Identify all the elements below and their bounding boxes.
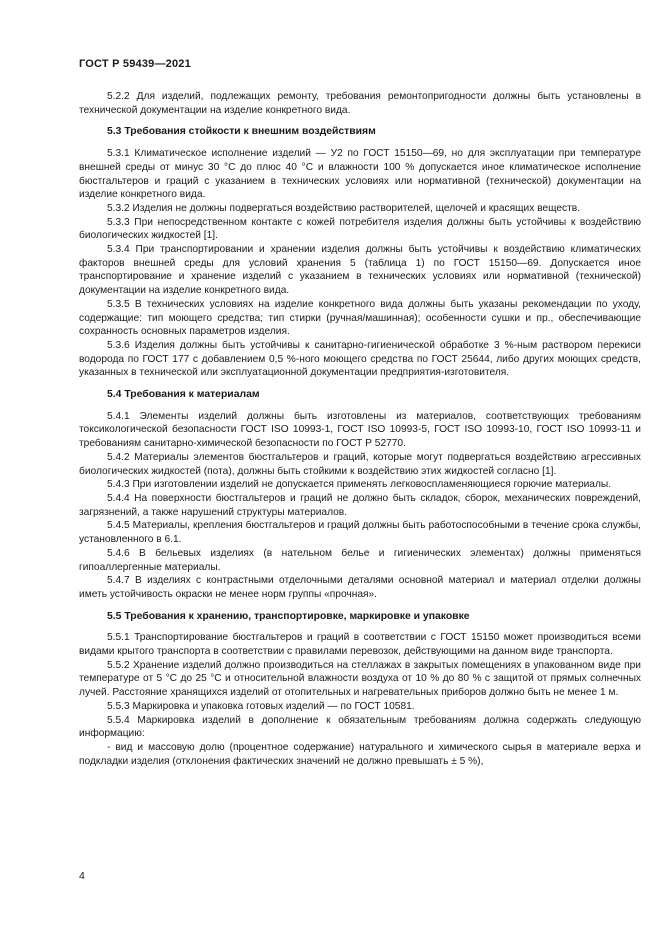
paragraph-5-3-3: 5.3.3 При непосредственном контакте с кожей потребителя изделия должны быть устойчивы к воздействию биологических жидкостей [1]. [79, 216, 641, 242]
paragraph-5-3-6: 5.3.6 Изделия должны быть устойчивы к санитарно-гигиенической обработке 3 %-ным раствором перекиси водорода по ГОСТ 177 с добавлением 0,5 %-ного моющего средства по ГОСТ 25644, либо других моющих средств, указанных в технической или эксплуатационной документации предприятия-изготовителя. [79, 339, 641, 379]
paragraph-5-4-2: 5.4.2 Материалы элементов бюстгальтеров и граций, которые могут подвергаться воздействию агрессивных биологических жидкостей (пота), должны быть стойкими к воздействию этих жидкостей согласно [1]. [79, 451, 641, 477]
paragraph-5-2-2: 5.2.2 Для изделий, подлежащих ремонту, требования ремонтопригодности должны быть установлены в технической документации на изделие конкретного вида. [79, 91, 641, 116]
paragraph-5-3-5: 5.3.5 В технических условиях на изделие конкретного вида должны быть указаны рекомендации по уходу, содержащие: тип моющего средства; тип стирки (ручная/машинная); особенности сушки и пр., обеспечивающие сохранность основных параметров изделия. [79, 298, 641, 338]
paragraph-5-3-1: 5.3.1 Климатическое исполнение изделий — У2 по ГОСТ 15150—69, но для эксплуатации при температуре внешней среды от минус 30 °С до плюс 40 °С и влажности 100 % допускается иное климатическое исполнение бюстгальтеров и граций с указанием в технических условиях или нормативной (технической) документации на изделие конкретного вида. [79, 148, 641, 201]
paragraph-5-3-4: 5.3.4 При транспортировании и хранении изделия должны быть устойчивы к воздействию климатических факторов внешней среды для условий хранения 5 (таблица 1) по ГОСТ 15150—69. Допускается иное транспортирование и хранение изделий с указанием в технических условиях или нормативной (технической) документации на изделие конкретного вида. [79, 244, 641, 297]
paragraph-5-4-1: 5.4.1 Элементы изделий должны быть изготовлены из материалов, соответствующих требованиям токсикологической безопасности ГОСТ ISO 10993-1, ГОСТ ISO 10993-5, ГОСТ ISO 10993-10, ГОСТ ISO 10993-11 и требованиям санитарно-химической безопасности по ГОСТ Р 52770. [79, 410, 641, 450]
heading-5-5: 5.5 Требования к хранению, транспортировке, маркировке и упаковке [107, 610, 470, 622]
paragraph-5-3-2: 5.3.2 Изделия не должны подвергаться воздействию растворителей, щелочей и красящих веществ. [107, 202, 581, 214]
paragraph-5-5-3: 5.5.3 Маркировка и упаковка готовых изделий — по ГОСТ 10581. [107, 700, 415, 712]
document-body [79, 90, 641, 768]
paragraph-5-4-5: 5.4.5 Материалы, крепления бюстгальтеров и граций должны быть работоспособными в течение срока службы, установленного в 6.1. [79, 520, 641, 546]
page-number: 4 [79, 870, 85, 882]
paragraph-5-5-2: 5.5.2 Хранение изделий должно производиться на стеллажах в закрытых помещениях в упакованном виде при температуре от 5 °С до 25 °С и относительной влажности воздуха от 10 % до 80 % с защитой от прямых солнечных лучей. Расстояние хранящихся изделий от отопительных и нагревательных приборов должно быть не менее 1 м. [79, 659, 641, 699]
list-item: - вид и массовую долю (процентное содержание) натурального и химического сырья в материале верха и подкладки изделия (отклонения фактических значений не должно превышать ± 5 %), [79, 741, 641, 767]
heading-5-3: 5.3 Требования стойкости к внешним воздействиям [107, 126, 376, 138]
paragraph-5-5-4: 5.5.4 Маркировка изделий в дополнение к обязательным требованиям должна содержать следующую информацию: [79, 714, 641, 740]
page-header: ГОСТ Р 59439—2021 [79, 58, 191, 70]
paragraph-5-4-4: 5.4.4 На поверхности бюстгальтеров и граций не должно быть складок, сборок, механических повреждений, загрязнений, а также нарушений структуры материалов. [79, 492, 641, 518]
paragraph-5-5-1: 5.5.1 Транспортирование бюстгальтеров и граций в соответствии с ГОСТ 15150 может производиться всеми видами крытого транспорта в соответствии с правилами перевозок, действующими на данном виде транспорта. [79, 632, 641, 658]
paragraph-5-4-7: 5.4.7 В изделиях с контрастными отделочными деталями основной материал и материал отделки должны иметь устойчивость окраски не менее норм группы «прочная». [79, 575, 641, 600]
paragraph-5-4-6: 5.4.6 В бельевых изделиях (в нательном белье и гигиенических элементах) должны применяться гипоаллергенные материалы. [79, 547, 641, 573]
paragraph-5-4-3: 5.4.3 При изготовлении изделий не допускается применять легковоспламеняющиеся горючие материалы. [107, 479, 612, 491]
heading-5-4: 5.4 Требования к материалам [107, 389, 260, 401]
